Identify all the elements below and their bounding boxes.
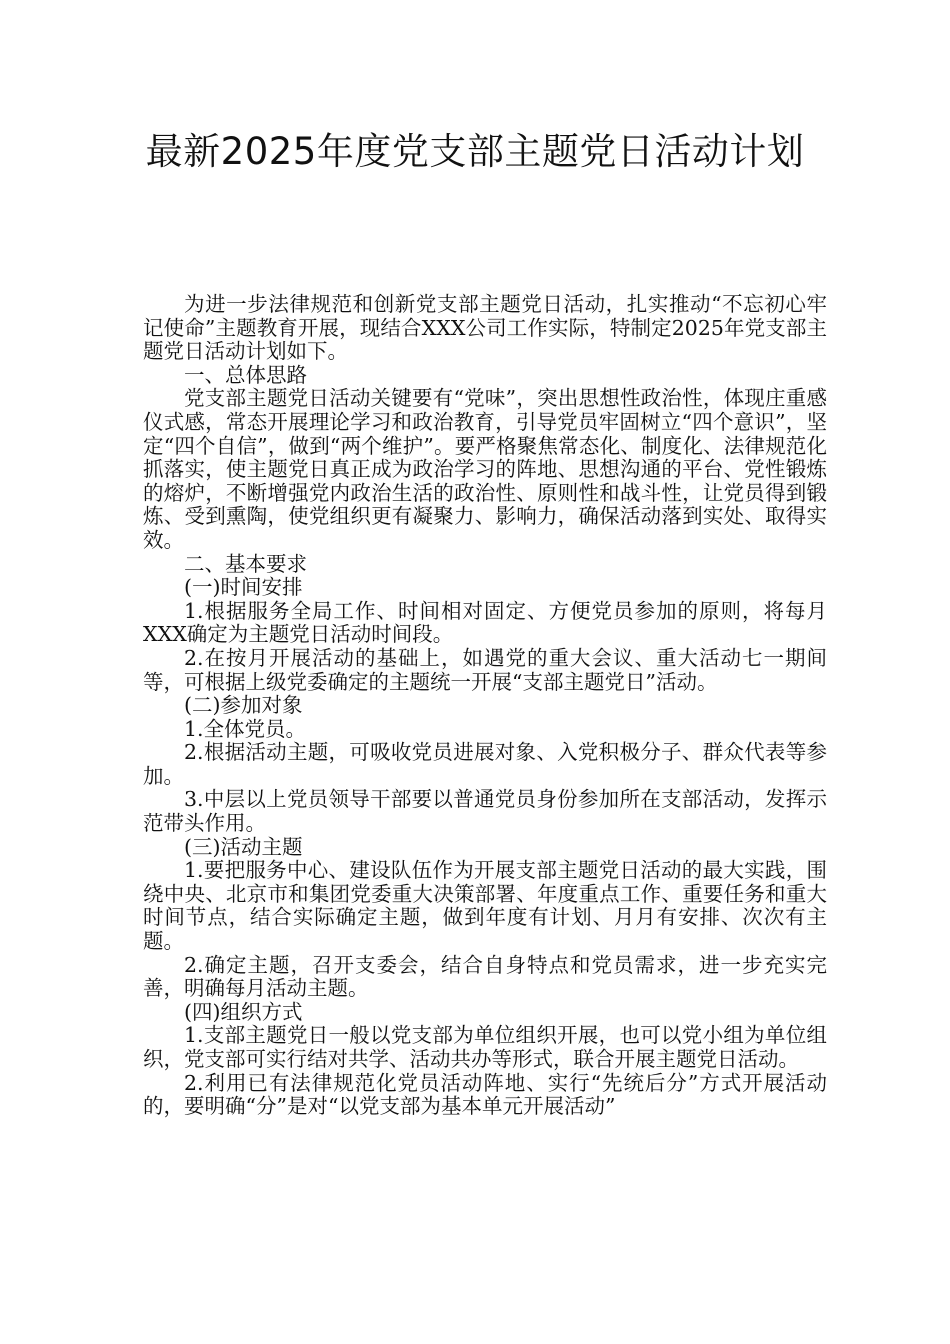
- subheading-theme: (三)活动主题: [184, 834, 303, 859]
- paragraph-organization-1: 1.支部主题党日一般以党支部为单位组织开展，也可以党小组为单位组织，党支部可实行结对共学、活动共办等形式，联合开展主题党日活动。: [143, 1023, 827, 1071]
- paragraph-organization-2: 2.利用已有法律规范化党员活动阵地、实行“先统后分”方式开展活动的，要明确“分”是对“以党支部为基本单元开展活动”: [143, 1070, 827, 1119]
- paragraph-overall: 党支部主题党日活动关键要有“党味”，突出思想性政治性，体现庄重感仪式感，常态开展理论学习和政治教育，引导党员牢固树立“四个意识”，坚定“四个自信”，做到“两个维护”。要严格聚焦常态化、制度化、法律规范化抓落实，使主题党日真正成为政治学习的阵地、思想沟通的平台、党性锻炼的熔炉，不断增强党内政治生活的政治性、原则性和战斗性，让党员得到锻炼、受到熏陶，使党组织更有凝聚力、影响力，确保活动落到实处、取得实效。: [143, 386, 827, 552]
- document-title: 最新2025年度党支部主题党日活动计划: [145, 130, 805, 173]
- paragraph-theme-2: 2.确定主题，召开支委会，结合自身特点和党员需求，进一步充实完善，明确每月活动主题。: [143, 952, 827, 1001]
- paragraph-theme-1: 1.要把服务中心、建设队伍作为开展支部主题党日活动的最大实践，围绕中央、北京市和集团党委重大决策部署、年度重点工作、重要任务和重大时间节点，结合实际确定主题，做到年度有计划、月月有安排、次次有主题。: [143, 858, 827, 954]
- paragraph-schedule-2: 2.在按月开展活动的基础上，如遇党的重大会议、重大活动七一期间等，可根据上级党委确定的主题统一开展“支部主题党日”活动。: [143, 645, 827, 694]
- paragraph-intro: 为进一步法律规范和创新党支部主题党日活动，扎实推动“不忘初心牢记使命”主题教育开展，现结合XXX公司工作实际，特制定2025年党支部主题党日活动计划如下。: [143, 292, 827, 364]
- subheading-participants: (二)参加对象: [184, 693, 303, 718]
- paragraph-participants-2: 2.根据活动主题，可吸收党员进展对象、入党积极分子、群众代表等参加。: [143, 740, 827, 788]
- paragraph-schedule-1: 1.根据服务全局工作、时间相对固定、方便党员参加的原则，将每月XXX确定为主题党日活动时间段。: [143, 598, 827, 647]
- paragraph-participants-1: 1.全体党员。: [184, 716, 307, 741]
- subheading-schedule: (一)时间安排: [184, 575, 303, 600]
- document-body: [143, 293, 827, 1119]
- paragraph-participants-3: 3.中层以上党员领导干部要以普通党员身份参加所在支部活动，发挥示范带头作用。: [143, 787, 827, 836]
- section-heading-requirements: 二、基本要求: [184, 551, 307, 576]
- section-heading-overall: 一、总体思路: [184, 362, 307, 387]
- subheading-organization: (四)组织方式: [184, 999, 303, 1024]
